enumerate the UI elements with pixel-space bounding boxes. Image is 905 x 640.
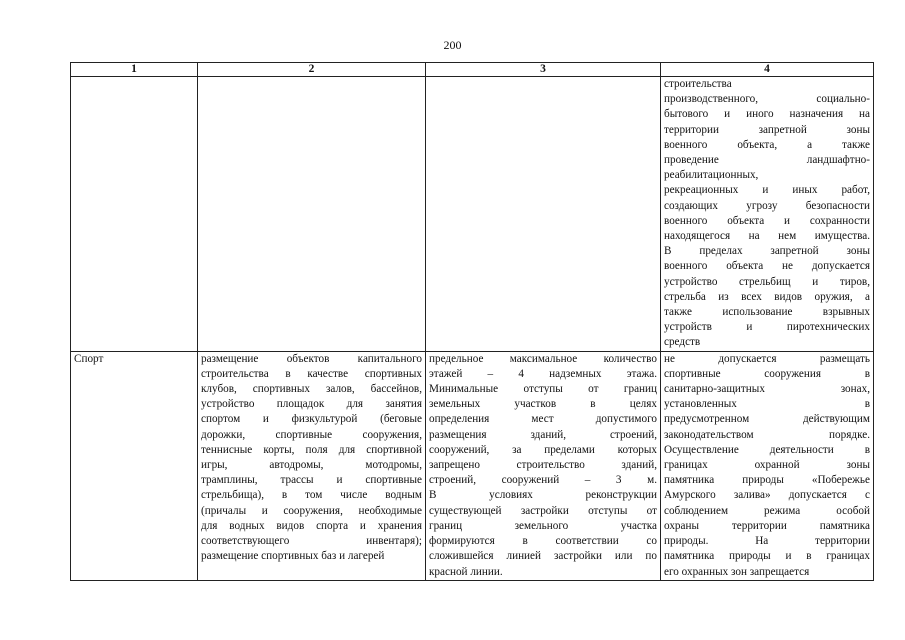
cell-text-line: устройств и пиротехнических [664, 321, 870, 334]
cell-text-line: средств [664, 336, 701, 349]
column-header-3: 3 [426, 63, 661, 77]
cell-text-line: В пределах запретной зоны [664, 245, 870, 258]
cell-text-line: существующей застройки отступы от [429, 504, 657, 517]
cell-text-line: трамплины, трассы и спортивные [201, 474, 422, 487]
cell-text-line: Осуществление деятельности в [664, 443, 870, 456]
row2-col1-text: Спорт [74, 352, 104, 365]
cell-text-line: бытового и иного назначения на [664, 108, 870, 121]
cell-text-line: памятника природы и в границах [664, 550, 870, 563]
cell-text-line: соответствующего инвентаря); [201, 535, 422, 548]
cell-text-line: определения мест допустимого [429, 413, 657, 426]
table-row [71, 351, 874, 580]
row1-col2-cell [198, 77, 426, 352]
row2-col1-cell [71, 351, 198, 580]
cell-text-line: игры, автодромы, мотодромы, [201, 459, 422, 472]
cell-text-line: устройство площадок для занятия [201, 398, 422, 411]
table-row [71, 77, 874, 352]
cell-text-line: границ земельного участка [429, 519, 657, 532]
column-header-4: 4 [661, 63, 874, 77]
cell-text-line: создающих угрозу безопасности [664, 199, 870, 212]
cell-text-line: запрещено строительство зданий, [429, 459, 657, 472]
cell-text-line: его охранных зон запрещается [664, 565, 810, 578]
cell-text-line: этажей – 4 надземных этажа. [429, 367, 657, 380]
cell-text-line: военного объекта и сохранности [664, 214, 870, 227]
cell-text-line: устройство стрельбищ и тиров, [664, 275, 870, 288]
cell-text-line: формируются в соответствии со [429, 535, 657, 548]
cell-text-line: сложившейся линией застройки или по [429, 550, 657, 563]
cell-text-line: земельных участков в целях [429, 398, 657, 411]
cell-text-line: размещение спортивных баз и лагерей [201, 550, 385, 563]
cell-text-line: не допускается размещать [664, 352, 870, 365]
cell-text-line: строений, сооружений – 3 м. [429, 474, 657, 487]
cell-text-line: (причалы и сооружения, необходимые [201, 504, 422, 517]
row1-col4-cell [661, 77, 874, 352]
cell-text-line: производственного, социально- [664, 93, 870, 106]
cell-text-line: предельное максимальное количество [429, 352, 657, 365]
cell-text-line: охраны территории памятника [664, 519, 870, 532]
document-table [70, 62, 874, 581]
row2-col4-cell [661, 351, 874, 580]
cell-text-line: спортом и физкультурой (беговые [201, 413, 422, 426]
cell-text-line: сооружений, за пределами которых [429, 443, 657, 456]
cell-text-line: санитарно-защитных зонах, [664, 383, 870, 396]
cell-text-line: военного объекта, а также [664, 138, 870, 151]
cell-text-line: В условиях реконструкции [429, 489, 657, 502]
cell-text-line: военного объекта не допускается [664, 260, 870, 273]
table-header-row [71, 63, 874, 77]
cell-text-line: реабилитационных, [664, 169, 759, 182]
cell-text-line: законодательством порядке. [664, 428, 870, 441]
cell-text-line: стрельбища), в том числе водным [201, 489, 422, 502]
column-header-1: 1 [71, 63, 198, 77]
cell-text-line: клубов, спортивных залов, бассейнов, [201, 383, 422, 396]
cell-text-line: размещение объектов капитального [201, 352, 422, 365]
cell-text-line: стрельба из всех видов оружия, а [664, 290, 870, 303]
cell-text-line: границах охранной зоны [664, 459, 870, 472]
cell-text-line: предусмотренном действующим [664, 413, 870, 426]
cell-text-line: проведение ландшафтно- [664, 154, 870, 167]
cell-text-line: установленных в [664, 398, 870, 411]
cell-text-line: Амурского залива» допускается с [664, 489, 870, 502]
cell-text-line: памятника природы «Побережье [664, 474, 870, 487]
row2-col3-cell [426, 351, 661, 580]
cell-text-line: территории запретной зоны [664, 123, 870, 136]
cell-text-line: строительства [664, 78, 732, 90]
cell-text-line: размещения зданий, строений, [429, 428, 657, 441]
cell-text-line: природы. На территории [664, 535, 870, 548]
row2-col2-cell [198, 351, 426, 580]
cell-text-line: строительства в качестве спортивных [201, 367, 422, 380]
cell-text-line: Минимальные отступы от границ [429, 383, 657, 396]
cell-text-line: находящегося на нем имущества. [664, 230, 870, 243]
cell-text-line: также использование взрывных [664, 306, 870, 319]
column-header-2: 2 [198, 63, 426, 77]
cell-text-line: соблюдением режима особой [664, 504, 870, 517]
cell-text-line: дорожки, спортивные сооружения, [201, 428, 422, 441]
cell-text-line: рекреационных и иных работ, [664, 184, 870, 197]
cell-text-line: спортивные сооружения в [664, 367, 870, 380]
page-number: 200 [443, 38, 462, 52]
cell-text-line: красной линии. [429, 565, 503, 578]
cell-text-line: теннисные корты, поля для спортивной [201, 443, 422, 456]
row1-col3-cell [426, 77, 661, 352]
cell-text-line: для водных видов спорта и хранения [201, 519, 422, 532]
row1-col1-cell [71, 77, 198, 352]
